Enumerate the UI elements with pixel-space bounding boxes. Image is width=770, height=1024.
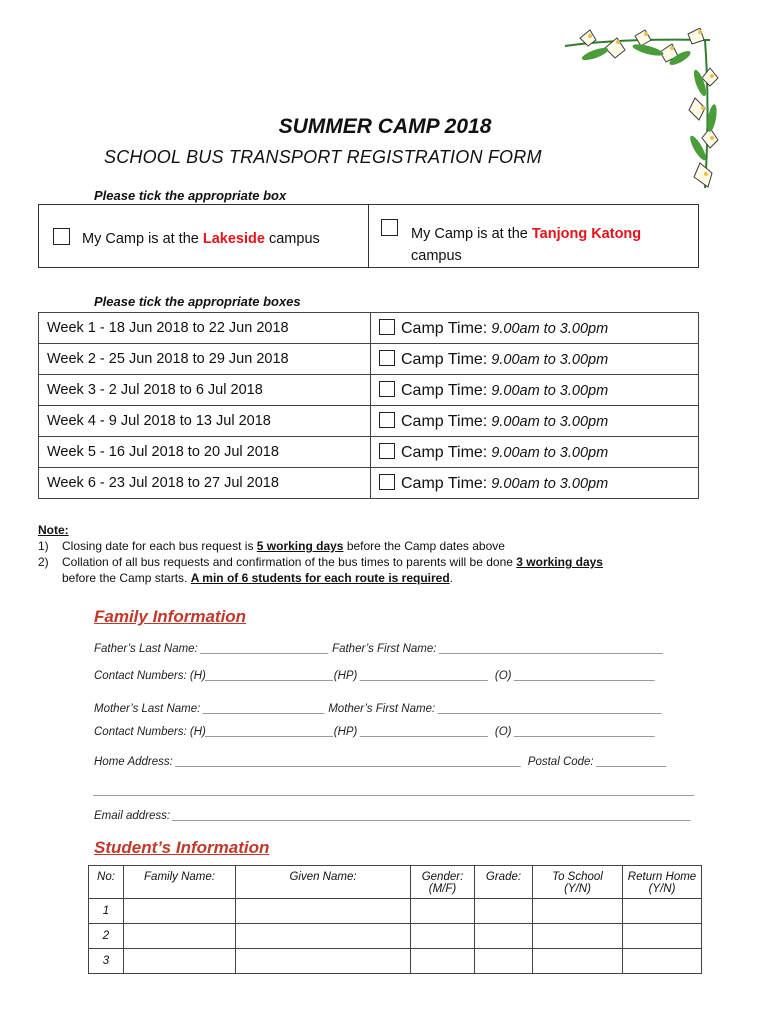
campus-option-lakeside bbox=[39, 205, 369, 267]
note-item2-requirement: A min of 6 students for each route is required bbox=[190, 571, 450, 585]
father-name-field[interactable]: Father’s Last Name: ____________________ Father’s First Name: ___________________________________ bbox=[94, 643, 664, 655]
week-row bbox=[39, 437, 699, 468]
student-information-heading: Student’s Information bbox=[94, 838, 270, 857]
home-address-line2-field[interactable]: ______________________________________________________________________________________________ bbox=[94, 785, 696, 797]
student-cell[interactable] bbox=[236, 949, 411, 974]
student-cell[interactable] bbox=[411, 924, 475, 949]
camp-time-cell bbox=[371, 406, 699, 437]
campus-instruction: Please tick the appropriate box bbox=[94, 188, 287, 203]
tanjong-label-prefix: My Camp is at the bbox=[411, 226, 532, 242]
student-cell[interactable] bbox=[236, 899, 411, 924]
note-item2-text-c: before the Camp starts. bbox=[62, 571, 191, 585]
week-checkbox[interactable] bbox=[379, 474, 395, 490]
student-column-header: Gender: (M/F) bbox=[411, 866, 475, 899]
lakeside-checkbox[interactable] bbox=[53, 228, 70, 245]
student-cell[interactable] bbox=[623, 949, 702, 974]
camp-time-value: 9.00am to 3.00pm bbox=[491, 475, 609, 492]
weeks-table bbox=[38, 312, 699, 499]
camp-time-value: 9.00am to 3.00pm bbox=[491, 320, 609, 337]
camp-time-label: Camp Time: bbox=[401, 474, 488, 492]
student-column-header: Family Name: bbox=[124, 866, 236, 899]
tanjong-katong-checkbox[interactable] bbox=[381, 219, 398, 236]
week-row bbox=[39, 468, 699, 499]
camp-time-value: 9.00am to 3.00pm bbox=[491, 351, 609, 368]
week-checkbox[interactable] bbox=[379, 381, 395, 397]
student-cell[interactable] bbox=[623, 924, 702, 949]
student-column-header: Return Home (Y/N) bbox=[623, 866, 702, 899]
note-item2-text-a: Collation of all bus requests and confirmation of the bus times to parents will be done bbox=[62, 555, 517, 569]
student-cell[interactable] bbox=[475, 924, 533, 949]
student-cell[interactable] bbox=[124, 924, 236, 949]
student-table bbox=[88, 865, 702, 974]
week-checkbox[interactable] bbox=[379, 350, 395, 366]
weeks-instruction: Please tick the appropriate boxes bbox=[94, 294, 301, 309]
campus-selection bbox=[38, 204, 699, 268]
week-checkbox[interactable] bbox=[379, 412, 395, 428]
student-cell[interactable] bbox=[533, 949, 623, 974]
student-cell[interactable] bbox=[411, 899, 475, 924]
student-column-header: Grade: bbox=[475, 866, 533, 899]
week-row bbox=[39, 344, 699, 375]
student-cell[interactable] bbox=[475, 899, 533, 924]
campus-option-tanjong-katong bbox=[369, 205, 698, 267]
student-column-header: No: bbox=[89, 866, 124, 899]
camp-time-value: 9.00am to 3.00pm bbox=[491, 444, 609, 461]
lakeside-campus-name: Lakeside bbox=[202, 231, 265, 247]
student-cell[interactable] bbox=[124, 949, 236, 974]
note-item1-emphasis: 5 working days bbox=[256, 539, 344, 553]
student-column-header: To School (Y/N) bbox=[533, 866, 623, 899]
camp-time-cell bbox=[371, 313, 699, 344]
note-item1-number: 1) bbox=[38, 539, 49, 553]
camp-time-cell bbox=[371, 468, 699, 499]
student-row bbox=[89, 924, 702, 949]
student-cell[interactable] bbox=[124, 899, 236, 924]
family-information-heading: Family Information bbox=[94, 607, 247, 626]
week-dates: Week 4 - 9 Jul 2018 to 13 Jul 2018 bbox=[39, 406, 371, 437]
student-cell[interactable] bbox=[411, 949, 475, 974]
note-section bbox=[38, 522, 718, 586]
email-address-field[interactable]: Email address: _________________________________________________________________________________ bbox=[94, 810, 692, 822]
student-cell[interactable] bbox=[533, 924, 623, 949]
tanjong-label-suffix: campus bbox=[411, 248, 462, 264]
student-cell[interactable] bbox=[475, 949, 533, 974]
camp-time-label: Camp Time: bbox=[401, 350, 488, 368]
student-row bbox=[89, 899, 702, 924]
student-row-number: 3 bbox=[89, 949, 124, 974]
note-label: Note: bbox=[38, 523, 69, 537]
father-contact-field[interactable]: Contact Numbers: (H)____________________(HP) ____________________ (O) ______________________ bbox=[94, 670, 656, 682]
lily-flower-decoration-icon bbox=[560, 28, 720, 200]
camp-time-label: Camp Time: bbox=[401, 412, 488, 430]
note-item1-text-a: Closing date for each bus request is bbox=[62, 539, 257, 553]
camp-time-cell bbox=[371, 344, 699, 375]
lakeside-label bbox=[82, 231, 320, 247]
tanjong-katong-label bbox=[411, 223, 641, 267]
camp-time-label: Camp Time: bbox=[401, 381, 488, 399]
student-row-number: 1 bbox=[89, 899, 124, 924]
mother-contact-field[interactable]: Contact Numbers: (H)____________________(HP) ____________________ (O) ______________________ bbox=[94, 726, 656, 738]
week-checkbox[interactable] bbox=[379, 443, 395, 459]
camp-time-value: 9.00am to 3.00pm bbox=[491, 413, 609, 430]
lakeside-label-prefix: My Camp is at the bbox=[82, 231, 203, 247]
week-checkbox[interactable] bbox=[379, 319, 395, 335]
week-row bbox=[39, 313, 699, 344]
week-dates: Week 6 - 23 Jul 2018 to 27 Jul 2018 bbox=[39, 468, 371, 499]
home-address-field[interactable]: Home Address: ______________________________________________________ Postal Code: ___________ bbox=[94, 756, 668, 768]
camp-time-label: Camp Time: bbox=[401, 443, 488, 461]
week-row bbox=[39, 406, 699, 437]
note-item2-emphasis: 3 working days bbox=[516, 555, 603, 569]
student-row bbox=[89, 949, 702, 974]
student-cell[interactable] bbox=[533, 899, 623, 924]
note-item2-text-e: . bbox=[449, 571, 454, 585]
page-title: SUMMER CAMP 2018 bbox=[278, 115, 492, 138]
page-subtitle: SCHOOL BUS TRANSPORT REGISTRATION FORM bbox=[104, 147, 542, 167]
camp-time-cell bbox=[371, 437, 699, 468]
camp-time-cell bbox=[371, 375, 699, 406]
student-row-number: 2 bbox=[89, 924, 124, 949]
week-dates: Week 2 - 25 Jun 2018 to 29 Jun 2018 bbox=[39, 344, 371, 375]
note-item1-text-c: before the Camp dates above bbox=[343, 539, 505, 553]
week-dates: Week 1 - 18 Jun 2018 to 22 Jun 2018 bbox=[39, 313, 371, 344]
student-cell[interactable] bbox=[623, 899, 702, 924]
week-dates: Week 3 - 2 Jul 2018 to 6 Jul 2018 bbox=[39, 375, 371, 406]
student-table-header bbox=[89, 866, 702, 899]
tanjong-katong-campus-name: Tanjong Katong bbox=[531, 226, 642, 242]
lakeside-label-suffix: campus bbox=[264, 231, 320, 247]
note-item2-number: 2) bbox=[38, 555, 49, 569]
camp-time-label: Camp Time: bbox=[401, 319, 488, 337]
student-column-header: Given Name: bbox=[236, 866, 411, 899]
week-row bbox=[39, 375, 699, 406]
camp-time-value: 9.00am to 3.00pm bbox=[491, 382, 609, 399]
week-dates: Week 5 - 16 Jul 2018 to 20 Jul 2018 bbox=[39, 437, 371, 468]
mother-name-field[interactable]: Mother’s Last Name: ___________________ Mother’s First Name: ___________________________________ bbox=[94, 703, 663, 715]
student-cell[interactable] bbox=[236, 924, 411, 949]
